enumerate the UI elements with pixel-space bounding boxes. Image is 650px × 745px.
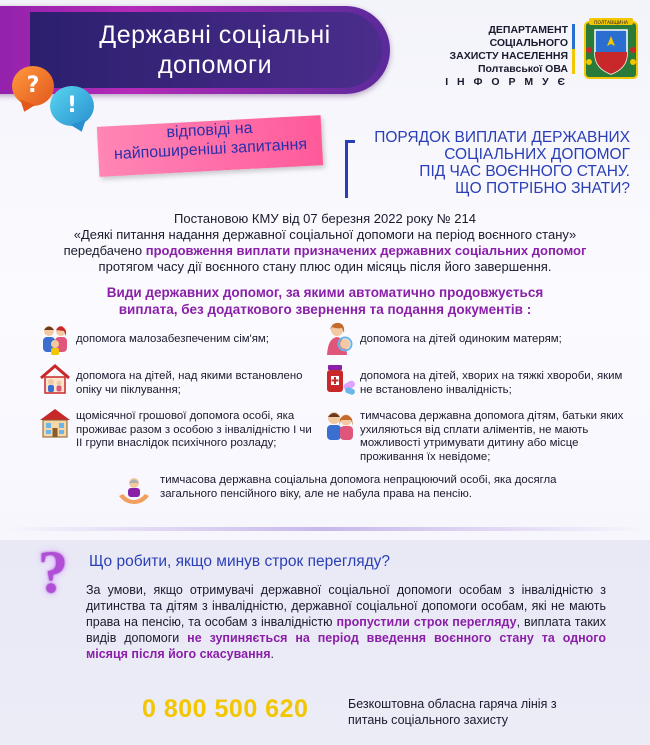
hotline-line-2: питань соціального захисту <box>348 713 509 727</box>
faq-ribbon-line-2: найпоширеніші запитання <box>113 135 308 164</box>
benefit-types-heading <box>40 284 610 318</box>
hotline-phone[interactable]: 0 800 500 620 <box>142 695 309 723</box>
exclamation-bubble-icon: ! <box>50 86 94 126</box>
faq-ribbon-line-1: відповіді на <box>166 119 253 142</box>
benefit-item: допомога на дітей одиноким матерям; <box>360 333 562 345</box>
resolution-line-3-text: передбачено <box>63 243 146 258</box>
benefit-item: тимчасова державна допомога дітям, батьки яких ухиляються від сплати аліментів, не мають можливості утримувати дитину або місце проживання їх невідоме; <box>360 410 624 463</box>
house-family-icon <box>38 362 72 396</box>
department-block <box>412 24 568 89</box>
medicine-icon <box>323 362 357 396</box>
resolution-line-4: протягом часу дії воєнного стану плюс один місяць після його завершення. <box>98 259 552 274</box>
mother-child-icon <box>323 322 357 356</box>
answer-text-b: , виплата таких видів допомоги <box>86 615 607 645</box>
coat-of-arms-icon <box>583 16 639 82</box>
question-bubble-icon: ? <box>12 66 54 106</box>
benefit-item: допомога на дітей, над якими встановлено опіку чи піклування; <box>76 370 303 396</box>
benefit-item: допомога на дітей, хворих на тяжкі хвороби, яким не встановлено інвалідність; <box>360 370 623 396</box>
flag-divider <box>572 24 575 74</box>
order-heading-line-1: ПОРЯДОК ВИПЛАТИ ДЕРЖАВНИХ <box>374 129 630 146</box>
section-divider <box>0 527 650 531</box>
benefit-item: допомога малозабезпеченим сім'ям; <box>76 333 269 345</box>
page-title: Державні соціальні допомоги <box>99 21 331 79</box>
order-heading-line-4: ЩО ПОТРІБНО ЗНАТИ? <box>455 180 630 197</box>
hotline-line-1: Безкоштовна обласна гаряча лінія з <box>348 697 557 711</box>
department-line-4: І Н Ф О Р М У Є <box>445 76 568 88</box>
question-answer <box>86 582 606 662</box>
family-icon <box>38 322 72 356</box>
answer-text-a: За умови, якщо отримувачі державної соціальної допомоги особам з інвалідністю з дитинства та дітям з інвалідністю, державної соціальної допомоги особам, які не мають права на пенсію, та особам з інвалідністю <box>86 583 606 629</box>
resolution-line-3 <box>20 243 630 259</box>
benefit-types-heading-line-1: Види державних допомог, за якими автоматично продовжується <box>106 285 544 300</box>
benefit-item: тимчасова державна соціальна допомога непрацюючий особі, яка досягла загального пенсійного віку, але не набула права на пенсію. <box>160 474 557 500</box>
building-icon <box>38 406 72 440</box>
resolution-line-1: Постановою КМУ від 07 березня 2022 року № 214 <box>174 211 476 226</box>
answer-highlight-2: не зупиняється на період введення воєнного стану та одного місяця після його скасування <box>86 631 606 661</box>
hotline-description <box>348 696 588 728</box>
question-title: Що робити, якщо минув строк перегляду? <box>89 553 391 570</box>
order-heading-line-2: СОЦІАЛЬНИХ ДОПОМОГ <box>444 146 630 163</box>
benefit-item: щомісячної грошової допомога особі, яка проживає разом з особою з інвалідністю І чи ІІ групи внаслідок психічного розладу; <box>76 410 312 449</box>
benefit-types-heading-line-2: виплата, без додаткового звернення та подання документів : <box>118 302 532 317</box>
department-line-1: ДЕПАРТАМЕНТ СОЦІАЛЬНОГО <box>488 24 568 49</box>
coat-label: ПОЛТАВЩИНА <box>594 21 628 26</box>
resolution-line-2: «Деякі питання надання державної соціальної допомоги на період воєнного стану» <box>73 227 577 242</box>
resolution-highlight: продовження виплати призначених державних соціальних допомог <box>145 243 587 258</box>
care-hands-icon <box>117 474 151 508</box>
department-line-2: ЗАХИСТУ НАСЕЛЕННЯ <box>449 50 568 62</box>
question-mark-icon: ? <box>38 539 68 605</box>
children-icon <box>323 408 357 442</box>
answer-highlight-1: пропустили строк перегляду <box>336 615 517 629</box>
department-line-3: Полтавської ОВА <box>477 63 568 75</box>
order-heading-line-3: ПІД ЧАС ВОЄННОГО СТАНУ. <box>419 163 630 180</box>
answer-text-c: . <box>270 647 274 661</box>
order-heading <box>330 129 630 197</box>
resolution-paragraph <box>20 211 630 275</box>
